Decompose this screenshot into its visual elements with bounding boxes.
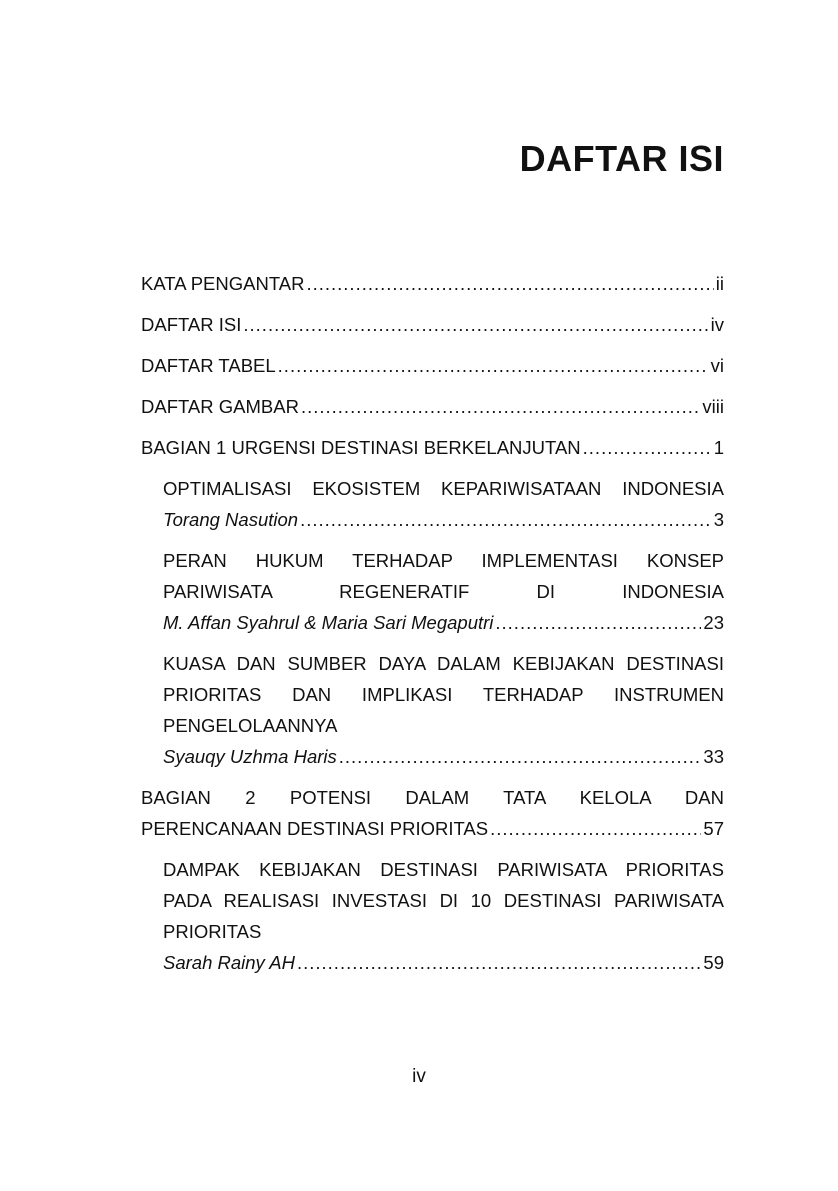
toc-entry-title: DAFTAR GAMBAR [141,396,299,417]
chapter-title-line: PERAN HUKUM TERHADAP IMPLEMENTASI KONSEP [163,550,724,571]
chapter-title-line: PRIORITAS DAN IMPLIKASI TERHADAP INSTRUMEN [163,684,724,705]
toc-entry-daftar-tabel[interactable] [141,350,724,381]
part-title-line: BAGIAN 2 POTENSI DALAM TATA KELOLA DAN [141,787,724,808]
toc-entry-chapter-2[interactable] [163,545,724,638]
dot-leader [495,607,701,638]
dot-leader [243,309,708,340]
chapter-author: Sarah Rainy AH [163,952,295,973]
toc-page-number: 1 [713,437,724,458]
chapter-title-line: KUASA DAN SUMBER DAYA DALAM KEBIJAKAN DESTINASI [163,653,724,674]
toc-entry-bagian-2[interactable] [141,782,724,844]
chapter-title-line: PARIWISATA REGENERATIF DI INDONESIA [163,581,724,602]
part-title-line: PERENCANAAN DESTINASI PRIORITAS [141,818,489,839]
dot-leader [278,350,709,381]
dot-leader [583,432,712,463]
chapter-title-line: DAMPAK KEBIJAKAN DESTINASI PARIWISATA PRIORITAS [163,859,724,880]
table-of-contents [141,268,724,988]
chapter-author: Torang Nasution [163,509,299,530]
toc-entry-title: KATA PENGANTAR [141,273,305,294]
dot-leader [339,741,702,772]
chapter-title-line: PADA REALISASI INVESTASI DI 10 DESTINASI PARIWISATA [163,890,724,911]
toc-page-number: 3 [713,509,724,530]
chapter-title-line: PENGELOLAANNYA [163,715,338,736]
dot-leader [297,947,701,978]
page-title: DAFTAR ISI [519,138,724,179]
dot-leader [490,813,701,844]
toc-page-number: 33 [703,746,724,767]
page-number: iv [412,1066,426,1087]
toc-page-number: 23 [703,612,724,633]
toc-entry-title: BAGIAN 1 URGENSI DESTINASI BERKELANJUTAN [141,437,581,458]
chapter-author: M. Affan Syahrul & Maria Sari Megaputri [163,612,494,633]
toc-entry-title: DAFTAR ISI [141,314,242,335]
toc-entry-daftar-isi[interactable] [141,309,724,340]
toc-entry-kata-pengantar[interactable] [141,268,724,299]
toc-page-number: vi [710,355,724,376]
dot-leader [300,504,712,535]
chapter-title-line: OPTIMALISASI EKOSISTEM KEPARIWISATAAN INDONESIA [163,478,724,499]
toc-page-number: 57 [703,818,724,839]
toc-entry-bagian-1[interactable] [141,432,724,463]
toc-entry-daftar-gambar[interactable] [141,391,724,422]
chapter-author: Syauqy Uzhma Haris [163,746,337,767]
dot-leader [306,268,713,299]
toc-page-number: 59 [703,952,724,973]
toc-page-number: viii [702,396,724,417]
toc-page-number: ii [715,273,724,294]
toc-page-number: iv [710,314,724,335]
toc-entry-chapter-4[interactable] [163,854,724,978]
toc-entry-chapter-3[interactable] [163,648,724,772]
dot-leader [301,391,700,422]
toc-entry-title: DAFTAR TABEL [141,355,276,376]
toc-entry-chapter-1[interactable] [163,473,724,535]
chapter-title-line: PRIORITAS [163,921,262,942]
